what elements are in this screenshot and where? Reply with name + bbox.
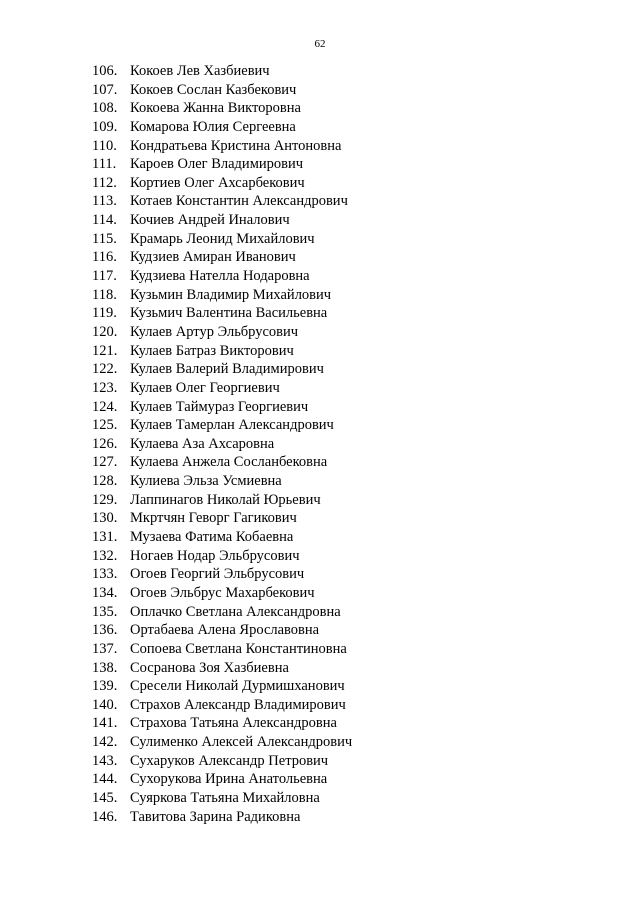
list-item bbox=[92, 248, 352, 267]
item-name: Сухаруков Александр Петрович bbox=[130, 752, 329, 769]
item-name: Кортиев Олег Ахсарбекович bbox=[130, 174, 305, 191]
item-number: 107. bbox=[92, 81, 118, 98]
item-name: Кокоев Сослан Казбекович bbox=[130, 81, 297, 98]
item-number: 141. bbox=[92, 715, 118, 732]
item-name: Лаппинагов Николай Юрьевич bbox=[130, 491, 321, 508]
item-number: 129. bbox=[92, 491, 118, 508]
item-name: Кочиев Андрей Иналович bbox=[130, 212, 290, 229]
item-name: Сресели Николай Дурмишханович bbox=[130, 678, 345, 695]
item-name: Музаева Фатима Кобаевна bbox=[130, 529, 294, 546]
item-name: Кондратьева Кристина Антоновна bbox=[130, 137, 342, 154]
item-number: 116. bbox=[92, 249, 117, 266]
item-number: 109. bbox=[92, 118, 118, 135]
list-item bbox=[92, 584, 352, 603]
list-item bbox=[92, 677, 352, 696]
item-number: 136. bbox=[92, 622, 118, 639]
list-item bbox=[92, 174, 352, 193]
list-item bbox=[92, 565, 352, 584]
list-item bbox=[92, 472, 352, 491]
item-number: 115. bbox=[92, 230, 117, 247]
item-number: 106. bbox=[92, 63, 118, 79]
list-item bbox=[92, 192, 352, 211]
item-number: 126. bbox=[92, 435, 118, 452]
item-name: Кулиева Эльза Усмиевна bbox=[130, 473, 282, 490]
item-name: Кулаев Валерий Владимирович bbox=[130, 361, 324, 378]
item-name: Страхова Татьяна Александровна bbox=[130, 715, 337, 732]
list-item bbox=[92, 752, 352, 771]
list-item bbox=[92, 304, 352, 323]
item-name: Кокоев Лев Хазбиевич bbox=[130, 63, 270, 79]
item-name: Огоев Георгий Эльбрусович bbox=[130, 566, 305, 583]
list-item bbox=[92, 491, 352, 510]
item-number: 121. bbox=[92, 342, 118, 359]
item-number: 123. bbox=[92, 379, 118, 396]
item-number: 133. bbox=[92, 566, 118, 583]
item-number: 146. bbox=[92, 808, 118, 825]
item-name: Тавитова Зарина Радиковна bbox=[130, 808, 301, 825]
list-item bbox=[92, 528, 352, 547]
item-name: Кудзиев Амиран Иванович bbox=[130, 249, 296, 266]
list-item bbox=[92, 137, 352, 156]
list-item bbox=[92, 379, 352, 398]
item-number: 142. bbox=[92, 734, 118, 751]
item-number: 120. bbox=[92, 323, 118, 340]
list-item bbox=[92, 62, 352, 81]
item-name: Кузьмич Валентина Васильевна bbox=[130, 305, 328, 322]
item-name: Сулименко Алексей Александрович bbox=[130, 734, 353, 751]
item-number: 135. bbox=[92, 603, 118, 620]
list-item bbox=[92, 808, 352, 827]
item-number: 125. bbox=[92, 417, 118, 434]
list-item bbox=[92, 659, 352, 678]
item-name: Кудзиева Нателла Нодаровна bbox=[130, 268, 310, 285]
item-number: 128. bbox=[92, 473, 118, 490]
item-number: 131. bbox=[92, 529, 118, 546]
list-item bbox=[92, 453, 352, 472]
item-name: Сосранова Зоя Хазбиевна bbox=[130, 659, 289, 676]
item-number: 130. bbox=[92, 510, 118, 527]
item-number: 127. bbox=[92, 454, 118, 471]
item-name: Кулаев Артур Эльбрусович bbox=[130, 323, 299, 340]
item-name: Кузьмин Владимир Михайлович bbox=[130, 286, 332, 303]
item-name: Кулаев Батраз Викторович bbox=[130, 342, 294, 359]
item-number: 124. bbox=[92, 398, 118, 415]
list-item bbox=[92, 789, 352, 808]
list-item bbox=[92, 360, 352, 379]
item-number: 117. bbox=[92, 268, 117, 285]
item-number: 118. bbox=[92, 286, 117, 303]
item-number: 110. bbox=[92, 137, 117, 154]
list-item bbox=[92, 267, 352, 286]
list-item bbox=[92, 547, 352, 566]
item-name: Суяркова Татьяна Михайловна bbox=[130, 789, 320, 806]
list-item bbox=[92, 230, 352, 249]
list-item bbox=[92, 603, 352, 622]
item-name: Огоев Эльбрус Махарбекович bbox=[130, 584, 315, 601]
item-number: 134. bbox=[92, 584, 118, 601]
item-number: 113. bbox=[92, 193, 117, 210]
item-name: Сопоева Светлана Константиновна bbox=[130, 640, 347, 657]
list-item bbox=[92, 435, 352, 454]
item-name: Ногаев Нодар Эльбрусович bbox=[130, 547, 300, 564]
list-item bbox=[92, 416, 352, 435]
item-name: Комарова Юлия Сергеевна bbox=[130, 118, 296, 135]
list-item bbox=[92, 621, 352, 640]
list-item bbox=[92, 118, 352, 137]
item-number: 138. bbox=[92, 659, 118, 676]
list-item bbox=[92, 770, 352, 789]
list-item bbox=[92, 211, 352, 230]
item-name: Крамарь Леонид Михайлович bbox=[130, 230, 315, 247]
item-number: 132. bbox=[92, 547, 118, 564]
item-number: 111. bbox=[92, 156, 117, 173]
item-name: Кокоева Жанна Викторовна bbox=[130, 100, 301, 117]
item-name: Оплачко Светлана Александровна bbox=[130, 603, 341, 620]
list-item bbox=[92, 342, 352, 361]
list-item bbox=[92, 696, 352, 715]
item-name: Кулаева Аза Ахсаровна bbox=[130, 435, 275, 452]
item-name: Кулаев Олег Георгиевич bbox=[130, 379, 280, 396]
item-number: 112. bbox=[92, 174, 117, 191]
list-item bbox=[92, 640, 352, 659]
item-name: Кулаева Анжела Сосланбековна bbox=[130, 454, 328, 471]
item-number: 119. bbox=[92, 305, 117, 322]
list-item bbox=[92, 509, 352, 528]
item-number: 137. bbox=[92, 640, 118, 657]
item-name: Кулаев Тамерлан Александрович bbox=[130, 417, 334, 434]
list-item bbox=[92, 81, 352, 100]
list-item bbox=[92, 99, 352, 118]
item-name: Ортабаева Алена Ярославовна bbox=[130, 622, 320, 639]
item-name: Кароев Олег Владимирович bbox=[130, 156, 304, 173]
item-name: Кулаев Таймураз Георгиевич bbox=[130, 398, 309, 415]
item-name: Мкртчян Геворг Гагикович bbox=[130, 510, 297, 527]
item-number: 108. bbox=[92, 100, 118, 117]
item-number: 114. bbox=[92, 212, 117, 229]
list-item bbox=[92, 155, 352, 174]
list-item bbox=[92, 714, 352, 733]
item-name: Сухорукова Ирина Анатольевна bbox=[130, 771, 328, 788]
item-number: 143. bbox=[92, 752, 118, 769]
item-name: Котаев Константин Александрович bbox=[130, 193, 348, 210]
list-item bbox=[92, 733, 352, 752]
item-number: 144. bbox=[92, 771, 118, 788]
item-number: 139. bbox=[92, 678, 118, 695]
list-item bbox=[92, 323, 352, 342]
item-number: 145. bbox=[92, 789, 118, 806]
item-name: Страхов Александр Владимирович bbox=[130, 696, 346, 713]
list-item bbox=[92, 398, 352, 417]
name-list bbox=[92, 62, 352, 826]
page-number: 62 bbox=[314, 38, 326, 50]
item-number: 140. bbox=[92, 696, 118, 713]
list-item bbox=[92, 286, 352, 305]
item-number: 122. bbox=[92, 361, 118, 378]
